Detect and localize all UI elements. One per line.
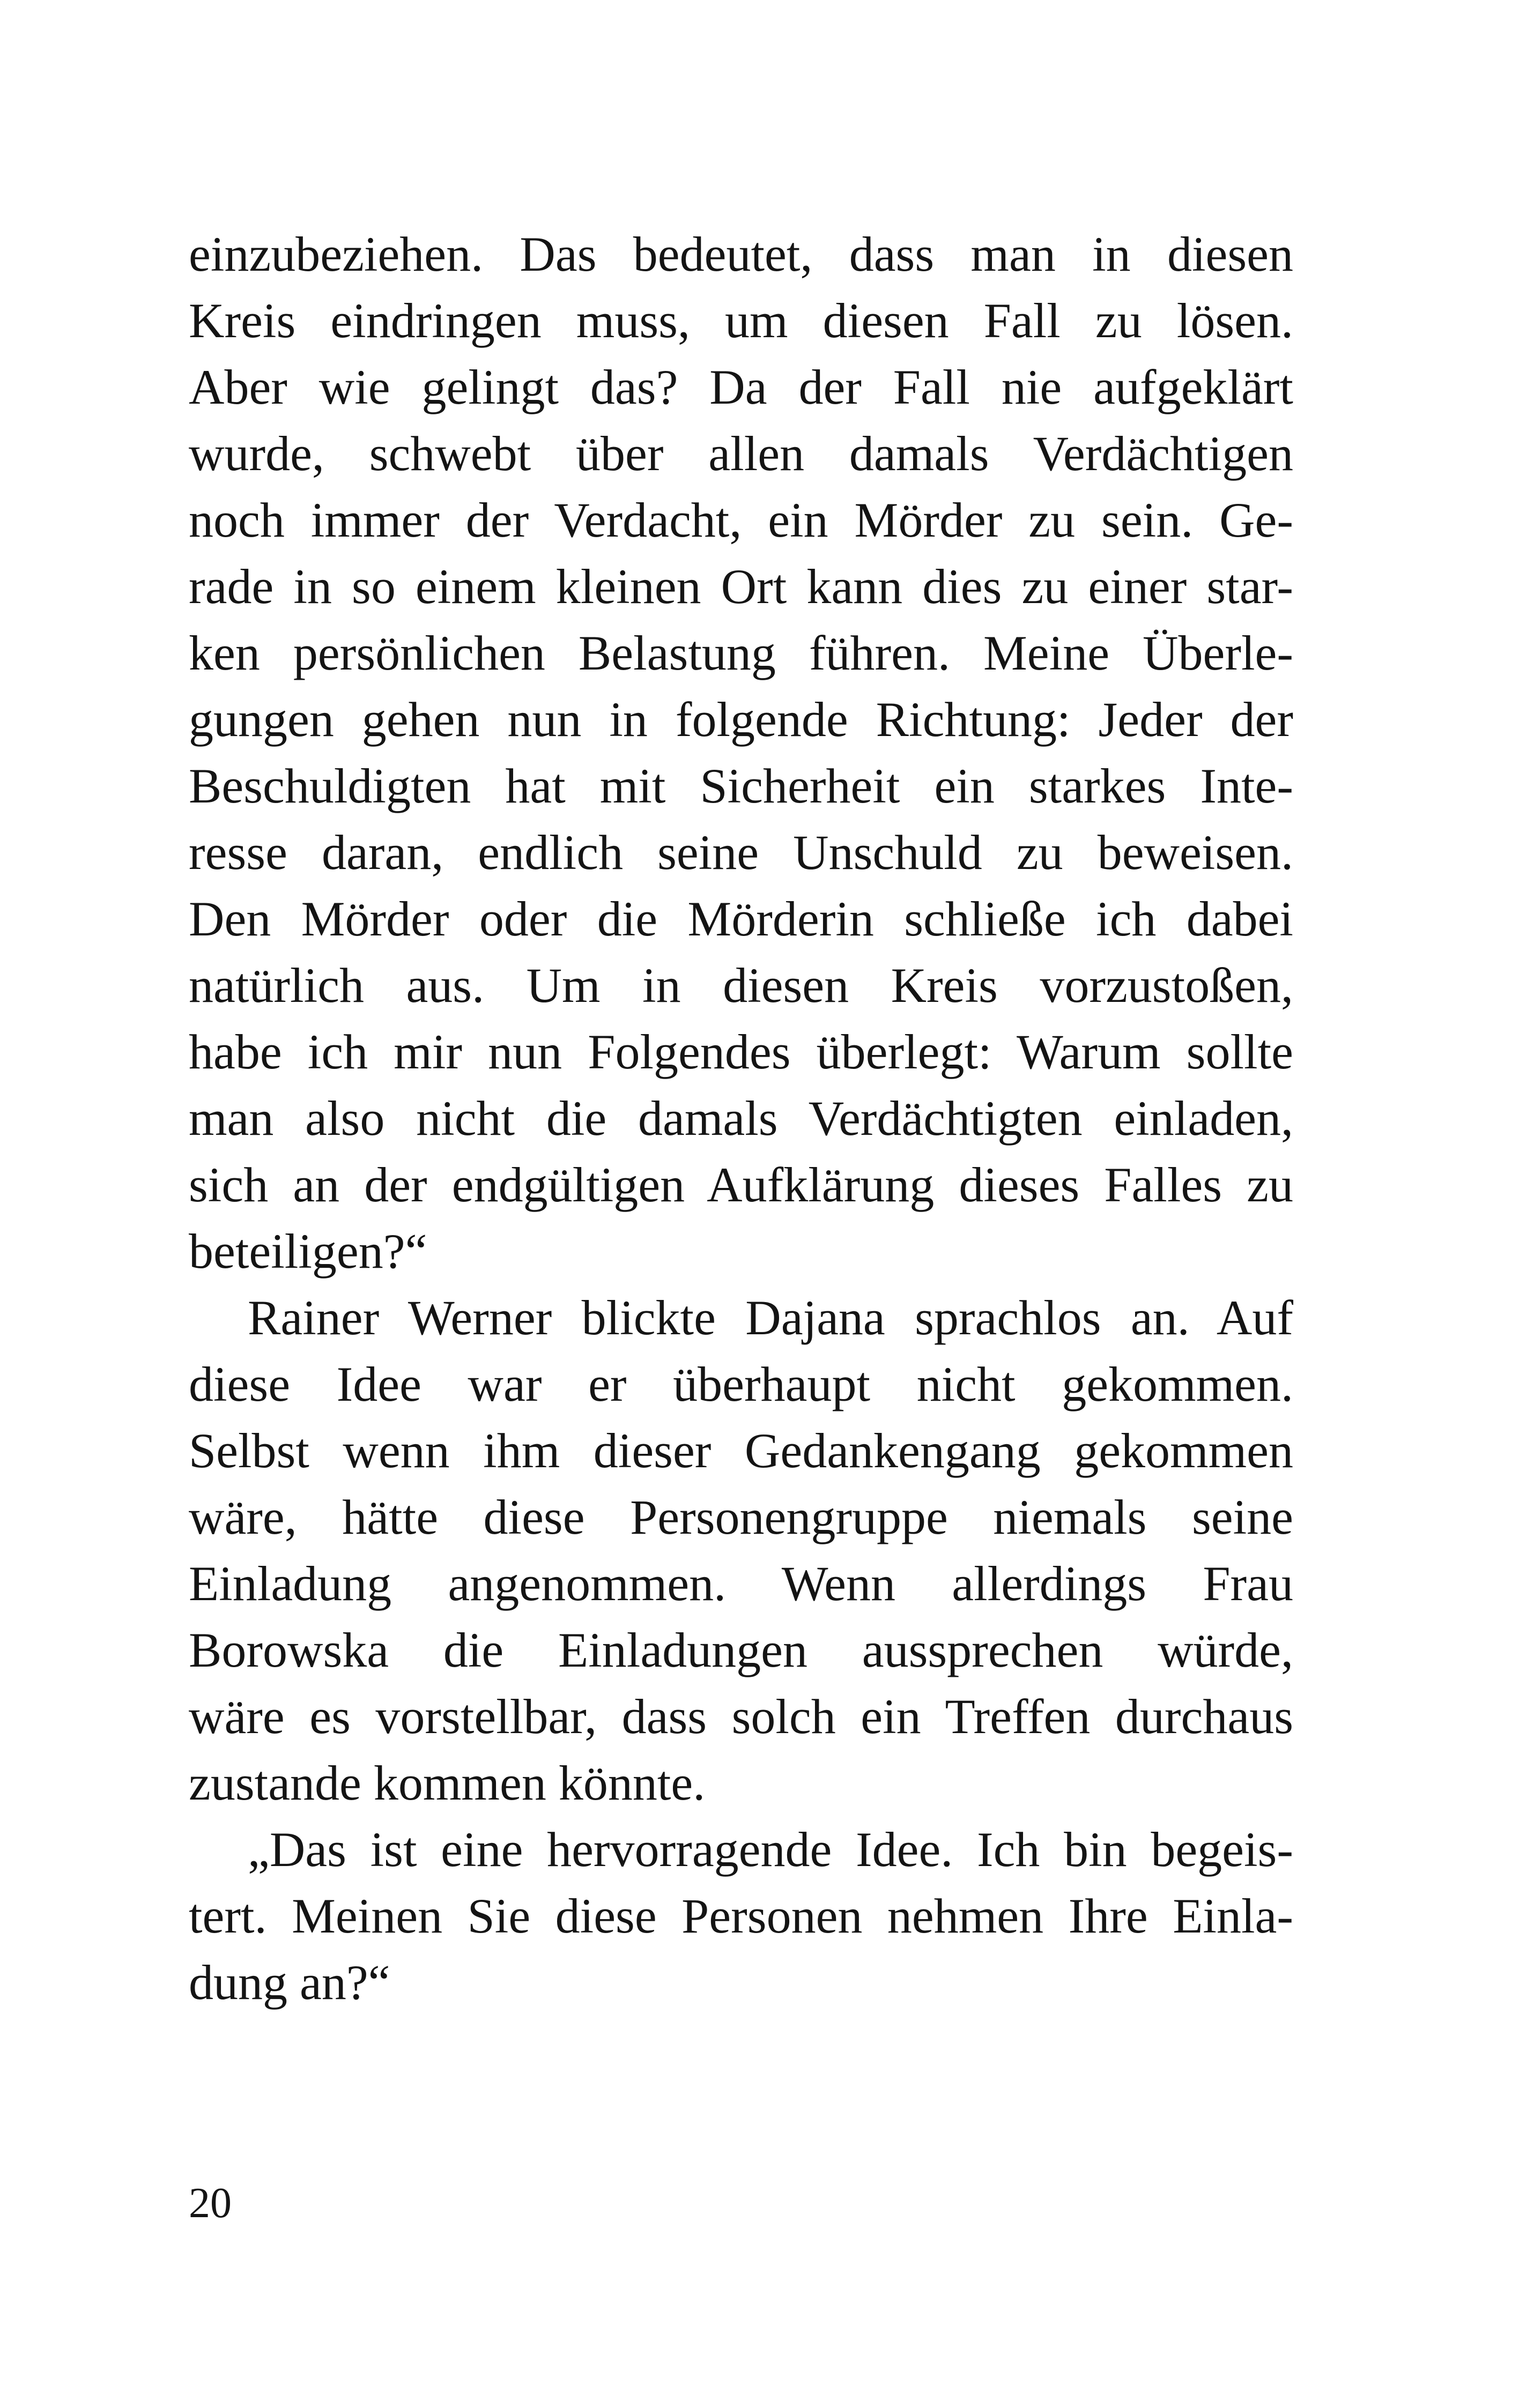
paragraph-first-line: Rainer Werner blickte Dajana sprachlos an. Auf bbox=[248, 1290, 1293, 1345]
text-line: Den Mörder oder die Mörderin schließe ich dabei bbox=[189, 891, 1293, 946]
text-line: wäre es vorstellbar, dass solch ein Treffen durchaus bbox=[189, 1689, 1293, 1744]
text-line: natürlich aus. Um in diesen Kreis vorzustoßen, bbox=[189, 958, 1293, 1013]
text-line: wurde, schwebt über allen damals Verdächtigen bbox=[189, 426, 1293, 481]
page-number: 20 bbox=[189, 2180, 232, 2227]
text-line: noch immer der Verdacht, ein Mörder zu sein. Ge- bbox=[189, 493, 1293, 547]
text-line: tert. Meinen Sie diese Personen nehmen Ihre Einla- bbox=[189, 1889, 1293, 1943]
text-line: beteiligen?“ bbox=[189, 1224, 427, 1279]
text-line: Kreis eindringen muss, um diesen Fall zu lösen. bbox=[189, 293, 1293, 348]
text-line: diese Idee war er überhaupt nicht gekommen. bbox=[189, 1357, 1293, 1411]
text-line: zustande kommen könnte. bbox=[189, 1756, 706, 1810]
text-line: man also nicht die damals Verdächtigten einladen, bbox=[189, 1091, 1293, 1146]
text-line: habe ich mir nun Folgendes überlegt: Warum sollte bbox=[189, 1024, 1293, 1079]
paragraph-first-line: „Das ist eine hervorragende Idee. Ich bin begeis- bbox=[248, 1822, 1293, 1877]
text-line: einzubeziehen. Das bedeutet, dass man in diesen bbox=[189, 227, 1293, 281]
text-line: Aber wie gelingt das? Da der Fall nie aufgeklärt bbox=[189, 360, 1293, 414]
text-line: resse daran, endlich seine Unschuld zu beweisen. bbox=[189, 825, 1293, 880]
text-line: Selbst wenn ihm dieser Gedankengang gekommen bbox=[189, 1423, 1293, 1478]
text-line: dung an?“ bbox=[189, 1955, 390, 2010]
text-line: Einladung angenommen. Wenn allerdings Frau bbox=[189, 1556, 1293, 1611]
text-line: gungen gehen nun in folgende Richtung: Jeder der bbox=[189, 692, 1293, 747]
text-line: wäre, hätte diese Personengruppe niemals seine bbox=[189, 1490, 1293, 1544]
text-line: Borowska die Einladungen aussprechen würde, bbox=[189, 1623, 1293, 1677]
text-line: Beschuldigten hat mit Sicherheit ein starkes Inte- bbox=[189, 759, 1293, 813]
text-line: sich an der endgültigen Aufklärung dieses Falles zu bbox=[189, 1157, 1293, 1212]
text-line: ken persönlichen Belastung führen. Meine Überle- bbox=[189, 626, 1293, 680]
text-line: rade in so einem kleinen Ort kann dies zu einer star- bbox=[189, 559, 1293, 614]
